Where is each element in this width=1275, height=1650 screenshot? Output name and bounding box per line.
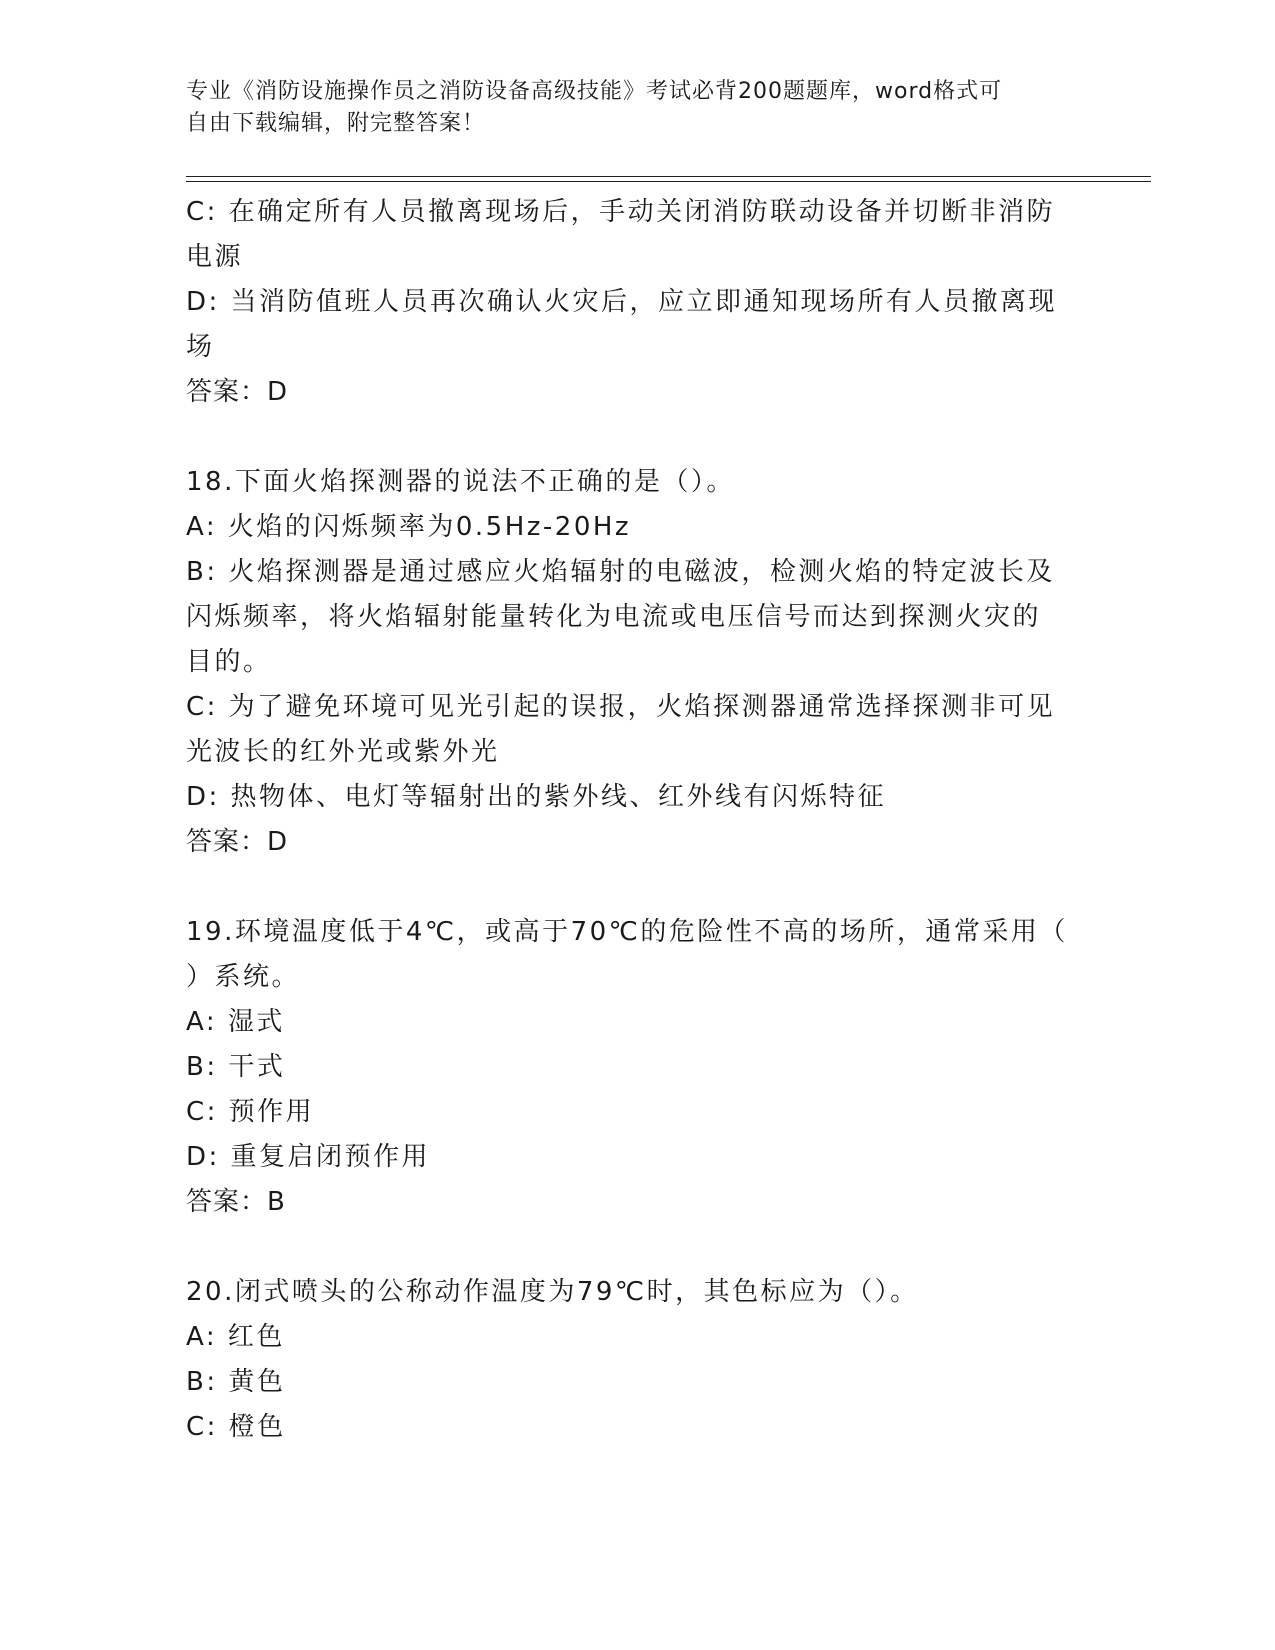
question-block-18 (186, 460, 1076, 865)
document-header (186, 76, 1066, 140)
answer-label: 答案：B (186, 1187, 286, 1217)
option-c: C: 预作用 (186, 1097, 315, 1127)
option-c-line-1: C: 在确定所有人员撤离现场后，手动关闭消防联动设备并切断非消防 (186, 197, 1056, 227)
question-stem: 20.闭式喷头的公称动作温度为79℃时，其色标应为（）。 (186, 1277, 919, 1307)
header-line-2: 自由下载编辑，附完整答案！ (186, 111, 486, 136)
option-b-line-2: 闪烁频率，将火焰辐射能量转化为电流或电压信号而达到探测火灾的 (186, 602, 1042, 632)
spacer (186, 415, 1076, 460)
option-c-line-1: C: 为了避免环境可见光引起的误报，火焰探测器通常选择探测非可见 (186, 692, 1056, 722)
question-block-20 (186, 1270, 1076, 1450)
header-divider-top (186, 176, 1151, 177)
option-a: A: 湿式 (186, 1007, 285, 1037)
question-stem-line-1: 19.环境温度低于4℃，或高于70℃的危险性不高的场所，通常采用（ (186, 917, 1068, 947)
header-divider-bottom (186, 181, 1151, 182)
option-c-line-2: 电源 (186, 242, 244, 272)
question-stem: 18.下面火焰探测器的说法不正确的是（）。 (186, 467, 735, 497)
question-stem-line-2: ）系统。 (186, 962, 301, 992)
option-d: D: 重复启闭预作用 (186, 1142, 431, 1172)
option-a: A: 红色 (186, 1322, 285, 1352)
option-a: A: 火焰的闪烁频率为0.5Hz-20Hz (186, 512, 632, 542)
option-b-line-3: 目的。 (186, 647, 272, 677)
header-line-1: 专业《消防设施操作员之消防设备高级技能》考试必背200题题库，word格式可 (186, 79, 1003, 104)
option-b: B: 干式 (186, 1052, 286, 1082)
option-c-line-2: 光波长的红外光或紫外光 (186, 737, 500, 767)
option-b-line-1: B: 火焰探测器是通过感应火焰辐射的电磁波，检测火焰的特定波长及 (186, 557, 1055, 587)
answer-label: 答案：D (186, 377, 289, 407)
option-d-line-1: D: 当消防值班人员再次确认火灾后，应立即通知现场所有人员撤离现 (186, 287, 1058, 317)
spacer (186, 1225, 1076, 1270)
option-b: B: 黄色 (186, 1367, 286, 1397)
option-d: D: 热物体、电灯等辐射出的紫外线、红外线有闪烁特征 (186, 782, 887, 812)
spacer (186, 865, 1076, 910)
question-list (186, 190, 1076, 1450)
option-c: C: 橙色 (186, 1412, 286, 1442)
answer-label: 答案：D (186, 827, 289, 857)
question-block-19 (186, 910, 1076, 1225)
option-d-line-2: 场 (186, 332, 215, 362)
question-block-previous (186, 190, 1076, 415)
